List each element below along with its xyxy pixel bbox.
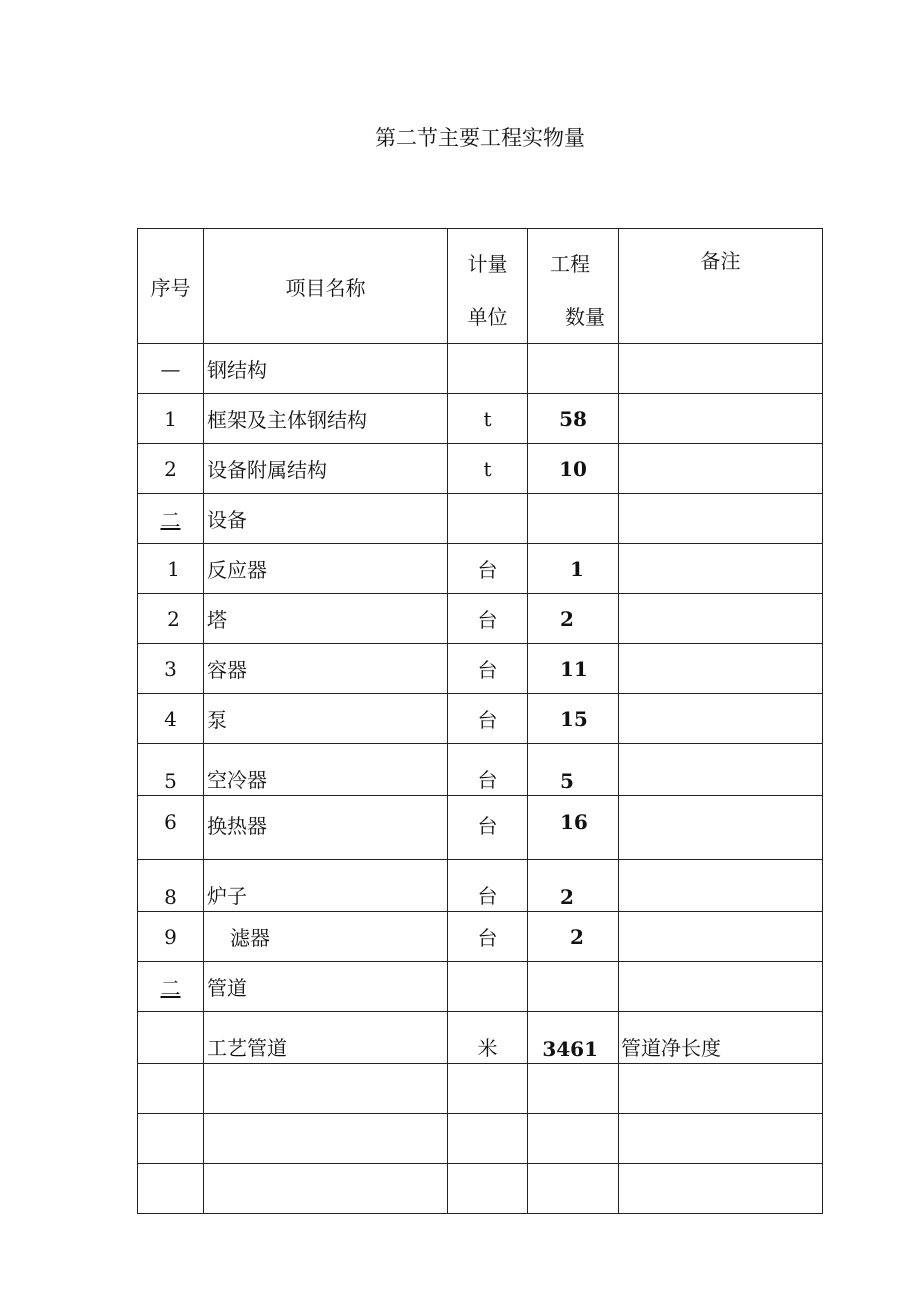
row-qty: 10 (528, 444, 619, 494)
row-note (619, 962, 823, 1012)
row-qty: 5 (528, 744, 619, 796)
row-qty: 2 (528, 594, 619, 644)
row-qty (528, 962, 619, 1012)
row-name: 反应器 (204, 544, 448, 594)
row-seq: 8 (138, 860, 204, 912)
row-name (204, 1114, 448, 1164)
row-unit (448, 1114, 528, 1164)
row-qty: 58 (528, 394, 619, 444)
table-row (138, 544, 823, 594)
row-note: 管道净长度 (619, 1012, 823, 1064)
row-seq-text: 二 (160, 976, 181, 1000)
row-qty (528, 1114, 619, 1164)
row-seq: — (138, 344, 204, 394)
row-seq: 6 (138, 796, 204, 860)
row-name (204, 1064, 448, 1114)
row-note (619, 344, 823, 394)
row-note (619, 444, 823, 494)
row-seq: 2 (138, 594, 204, 644)
row-qty: 1 (528, 544, 619, 594)
header-name: 项目名称 (204, 229, 448, 344)
row-seq (138, 1012, 204, 1064)
row-qty: 16 (528, 796, 619, 860)
header-qty-line1: 工程 (550, 252, 590, 276)
table-row (138, 860, 823, 912)
table-row (138, 394, 823, 444)
row-note (619, 494, 823, 544)
row-seq: 1 (138, 394, 204, 444)
header-qty-line2: 数量 (565, 305, 605, 329)
row-seq (138, 1164, 204, 1214)
row-seq: 1 (138, 544, 204, 594)
row-seq: 9 (138, 912, 204, 962)
row-qty: 15 (528, 694, 619, 744)
row-note (619, 594, 823, 644)
row-qty: 11 (528, 644, 619, 694)
row-name: 空冷器 (204, 744, 448, 796)
table-row (138, 796, 823, 860)
table-row (138, 912, 823, 962)
row-name: 滤器 (204, 912, 448, 962)
row-qty (528, 494, 619, 544)
row-note (619, 1164, 823, 1214)
table-row (138, 1064, 823, 1114)
row-name: 钢结构 (204, 344, 448, 394)
row-unit: 台 (448, 694, 528, 744)
row-unit: 台 (448, 544, 528, 594)
row-unit: 台 (448, 796, 528, 860)
row-qty (528, 344, 619, 394)
row-note (619, 644, 823, 694)
row-unit: 台 (448, 594, 528, 644)
row-name: 框架及主体钢结构 (204, 394, 448, 444)
header-seq: 序号 (138, 229, 204, 344)
row-seq (138, 962, 204, 1012)
table-row (138, 1012, 823, 1064)
row-seq (138, 1064, 204, 1114)
row-unit (448, 1164, 528, 1214)
table-row (138, 644, 823, 694)
table-row (138, 594, 823, 644)
row-unit (448, 344, 528, 394)
table-row (138, 694, 823, 744)
row-name: 管道 (204, 962, 448, 1012)
header-unit-line2: 单位 (467, 305, 508, 329)
row-name: 塔 (204, 594, 448, 644)
row-note (619, 1064, 823, 1114)
table-row (138, 444, 823, 494)
row-unit: 米 (448, 1012, 528, 1064)
row-note (619, 1114, 823, 1164)
table-row (138, 962, 823, 1012)
table-row (138, 494, 823, 544)
row-note (619, 912, 823, 962)
header-unit (448, 229, 528, 344)
row-seq-text: 二 (160, 508, 181, 532)
row-qty: 2 (528, 860, 619, 912)
row-name: 泵 (204, 694, 448, 744)
row-unit: t (448, 444, 528, 494)
table-row (138, 344, 823, 394)
quantity-table (137, 228, 823, 1214)
row-qty: 3461 (528, 1012, 619, 1064)
row-unit: 台 (448, 912, 528, 962)
header-unit-line1: 计量 (467, 252, 508, 276)
row-qty: 2 (528, 912, 619, 962)
row-unit: 台 (448, 860, 528, 912)
row-seq: 2 (138, 444, 204, 494)
row-unit (448, 1064, 528, 1114)
row-note (619, 744, 823, 796)
row-unit: t (448, 394, 528, 444)
table-row (138, 744, 823, 796)
row-name: 炉子 (204, 860, 448, 912)
row-name: 设备 (204, 494, 448, 544)
row-seq: 5 (138, 744, 204, 796)
page-title: 第二节主要工程实物量 (375, 126, 585, 150)
row-seq (138, 494, 204, 544)
row-note (619, 860, 823, 912)
row-note (619, 544, 823, 594)
row-note (619, 394, 823, 444)
row-unit (448, 962, 528, 1012)
row-unit: 台 (448, 644, 528, 694)
row-unit: 台 (448, 744, 528, 796)
row-name: 工艺管道 (204, 1012, 448, 1064)
row-seq: 4 (138, 694, 204, 744)
row-unit (448, 494, 528, 544)
row-name: 换热器 (204, 796, 448, 860)
row-name (204, 1164, 448, 1214)
table-row (138, 1114, 823, 1164)
row-seq: 3 (138, 644, 204, 694)
row-note (619, 796, 823, 860)
table-row (138, 1164, 823, 1214)
row-note (619, 694, 823, 744)
row-seq (138, 1114, 204, 1164)
row-name: 设备附属结构 (204, 444, 448, 494)
row-qty (528, 1164, 619, 1214)
table-header-row (138, 229, 823, 344)
row-qty (528, 1064, 619, 1114)
row-name: 容器 (204, 644, 448, 694)
header-qty (528, 229, 619, 344)
header-note: 备注 (619, 229, 823, 344)
